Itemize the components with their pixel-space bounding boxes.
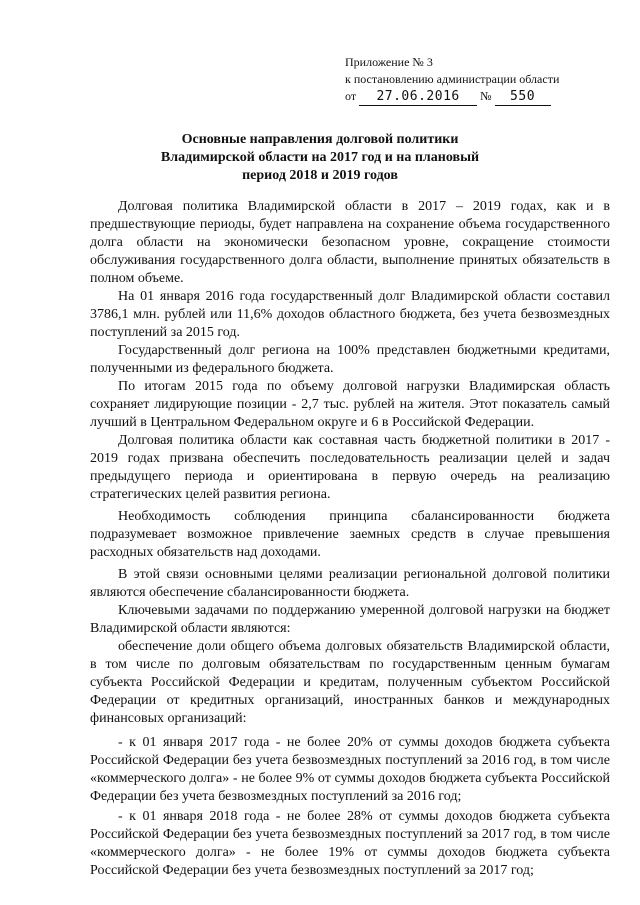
appendix-date-line bbox=[345, 88, 625, 106]
paragraph: Государственный долг региона на 100% представлен бюджетными кредитами, полученными из федерального бюджета. bbox=[90, 343, 610, 376]
date-prefix: от bbox=[345, 89, 357, 103]
date-value: 27.06.2016 bbox=[359, 88, 477, 106]
number-prefix: № bbox=[480, 89, 492, 103]
title-line-1: Основные направления долговой политики bbox=[181, 132, 459, 147]
document-title bbox=[110, 131, 530, 185]
appendix-subtitle: к постановлению администрации области bbox=[345, 72, 560, 86]
list-item: - к 01 января 2018 года - не более 28% от суммы доходов бюджета субъекта Российской Федерации без учета безвозмездных поступлений за 2017 год, в том числе «коммерческого долга» - не более 19% от суммы доходов бюджета субъекта Российской Федерации без учета безвозмездных поступлений за 2017 год; bbox=[90, 809, 610, 878]
paragraph: обеспечение доли общего объема долговых обязательств Владимирской области, в том числе по долговым обязательствам по государственным ценным бумагам субъекта Российской Федерации и кредитам, полученным субъектом Российской Федерации от кредитных организаций, иностранных банков и международных финансовых организаций: bbox=[90, 639, 610, 726]
paragraph: На 01 января 2016 года государственный долг Владимирской области составил 3786,1 млн. рублей или 11,6% доходов областного бюджета, без учета безвозмездных поступлений за 2015 год. bbox=[90, 289, 610, 340]
paragraph: Долговая политика Владимирской области в 2017 – 2019 годах, как и в предшествующие периоды, будет направлена на сохранение объема государственного долга области на экономически безопасном уровне, сокращение стоимости обслуживания государственного долга области, выполнение принятых обязательств в полном объеме. bbox=[90, 199, 610, 286]
list-item: - к 01 января 2017 года - не более 20% от суммы доходов бюджета субъекта Российской Федерации без учета безвозмездных поступлений за 2016 год, в том числе «коммерческого долга» - не более 9% от суммы доходов бюджета субъекта Российской Федерации без учета безвозмездных поступлений за 2016 год; bbox=[90, 735, 610, 804]
document-body bbox=[90, 198, 610, 880]
title-line-2: Владимирской области на 2017 год и на плановый bbox=[160, 150, 480, 165]
appendix-title: Приложение № 3 bbox=[345, 55, 433, 69]
paragraph: Долговая политика области как составная часть бюджетной политики в 2017 - 2019 годах призвана обеспечить последовательность реализации целей и задач предыдущего периода и ориентирована в первую очередь на реализацию стратегических целей развития региона. bbox=[90, 433, 610, 502]
appendix-block bbox=[345, 54, 625, 106]
number-value: 550 bbox=[495, 88, 551, 106]
paragraph: Ключевыми задачами по поддержанию умеренной долговой нагрузки на бюджет Владимирской области являются: bbox=[90, 603, 610, 636]
paragraph: По итогам 2015 года по объему долговой нагрузки Владимирская область сохраняет лидирующие позиции - 2,7 тыс. рублей на жителя. Этот показатель самый лучший в Центральном Федеральном округе и 6 в Российской Федерации. bbox=[90, 379, 610, 430]
paragraph: В этой связи основными целями реализации региональной долговой политики являются обеспечение сбалансированности бюджета. bbox=[90, 567, 610, 600]
paragraph: Необходимость соблюдения принципа сбалансированности бюджета подразумевает возможное привлечение заемных средств в случае превышения расходных обязательств над доходами. bbox=[90, 509, 610, 560]
title-line-3: период 2018 и 2019 годов bbox=[242, 168, 398, 183]
